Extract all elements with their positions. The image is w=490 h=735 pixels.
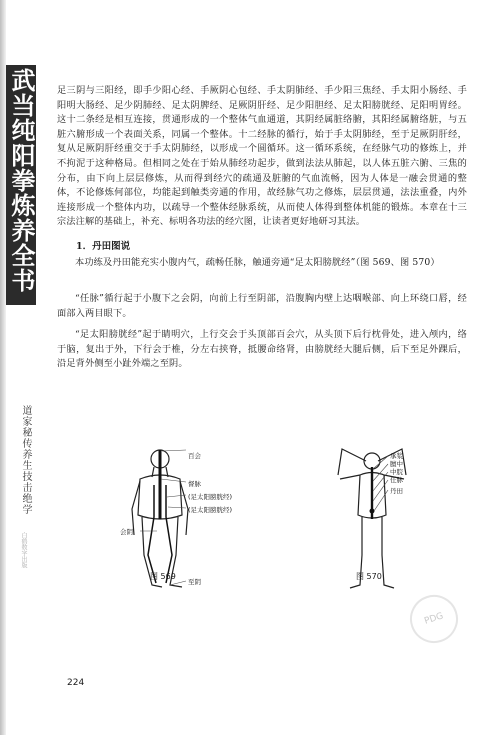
label-bladder-2: (足太阳膀胱经) [188,506,233,514]
label-dumai: 督脉 [188,480,201,488]
pdg-watermark: PDG [404,589,464,649]
bladder-meridian-paragraph: “足太阳膀胱经”起于睛明穴，上行交会于头顶部百会穴，从头顶下后行枕骨处，进入颅内，络于脑，复出于外，下行会于椎，分左右挟脊，抵腰命络肾，由膀胱经大腿后侧，后下至足外踝后，沿足背外侧至小趾外端之至阴。 [57,329,467,370]
label-chengjiang: 承浆 [390,452,403,460]
page-number: 224 [67,678,85,688]
figure-569-caption: 图 569 [150,572,176,581]
label-renmai: 任脉 [390,476,403,484]
label-huiyin: 会阴 [120,528,133,536]
label-baihui: 百会 [188,452,201,460]
label-bladder-1: (足太阳膀胱经) [188,493,233,501]
figure-570-caption: 图 570 [356,572,382,581]
book-title: 武当纯阳拳炼养全书 [7,68,36,293]
intro-paragraph: 足三阴与三阳经，即手少阳心经、手厥阴心包经、手太阴肺经、手少阳三焦经、手太阳小肠经、手阳明大肠经、足少阴肺经、足太阴脾经、足厥阴肝经、足少阳胆经、足太阳膀胱经、足阳明胃经。这十二条经是相互连接，贯通形成的一个整体气血通道，其阴经属脏络腑，其阳经属腑络脏，与五脏六腑形成一个表面关系，同属一个整体。十二经脉的循行，始于手太阴肺经，至于足厥阴肝经，复从足厥阴肝经重交于手太阴肺经，以形成一个圆循环。这一循环系统，在经脉气功的修炼上，并不拘泥于这种格局。但相同之处在于始从肺经功起步，做到法法从肺起，以人体五脏六腑、三焦的分布，由下向上层层修炼，从而得到经穴的疏通及脏腑的气血流畅，因为人体是一融会贯通的整体，不论修炼何部位，均能起到触类旁通的作用，故经脉气功之修炼，层层贯通，法法重叠，内外连接形成一个整体内功，以疏导一个整体经脉系统，从而使人体得到整体机能的锻炼。本章在十三宗法注解的基础上，补充、标明各功法的经穴图，让读者更好地研习其法。 [57,85,467,228]
section-heading: 1．丹田图说 [76,241,131,252]
label-tanzhong: 膻中 [390,460,403,468]
ren-mai-paragraph: “任脉”循行起于小腹下之会阴，向前上行至阴部，沿腹胸内壁上达咽喉部、向上环绕口唇，经面部入两目眼下。 [57,293,467,319]
figure-569-back-view [100,445,260,595]
sidebar-subtitle: 道家秘传养生技击绝学 [20,405,31,515]
method-paragraph: 本功练及丹田能充实小腹内气，疏畅任脉，触通旁通“足太阳膀胱经”（图 569、图 570） [75,257,440,268]
label-dantian: 丹田 [390,487,403,495]
label-zhiyin: 至阴 [188,578,201,586]
sidebar-stamp: 白鹤数字出版 [20,532,27,568]
label-zhongwan: 中脘 [390,468,403,476]
